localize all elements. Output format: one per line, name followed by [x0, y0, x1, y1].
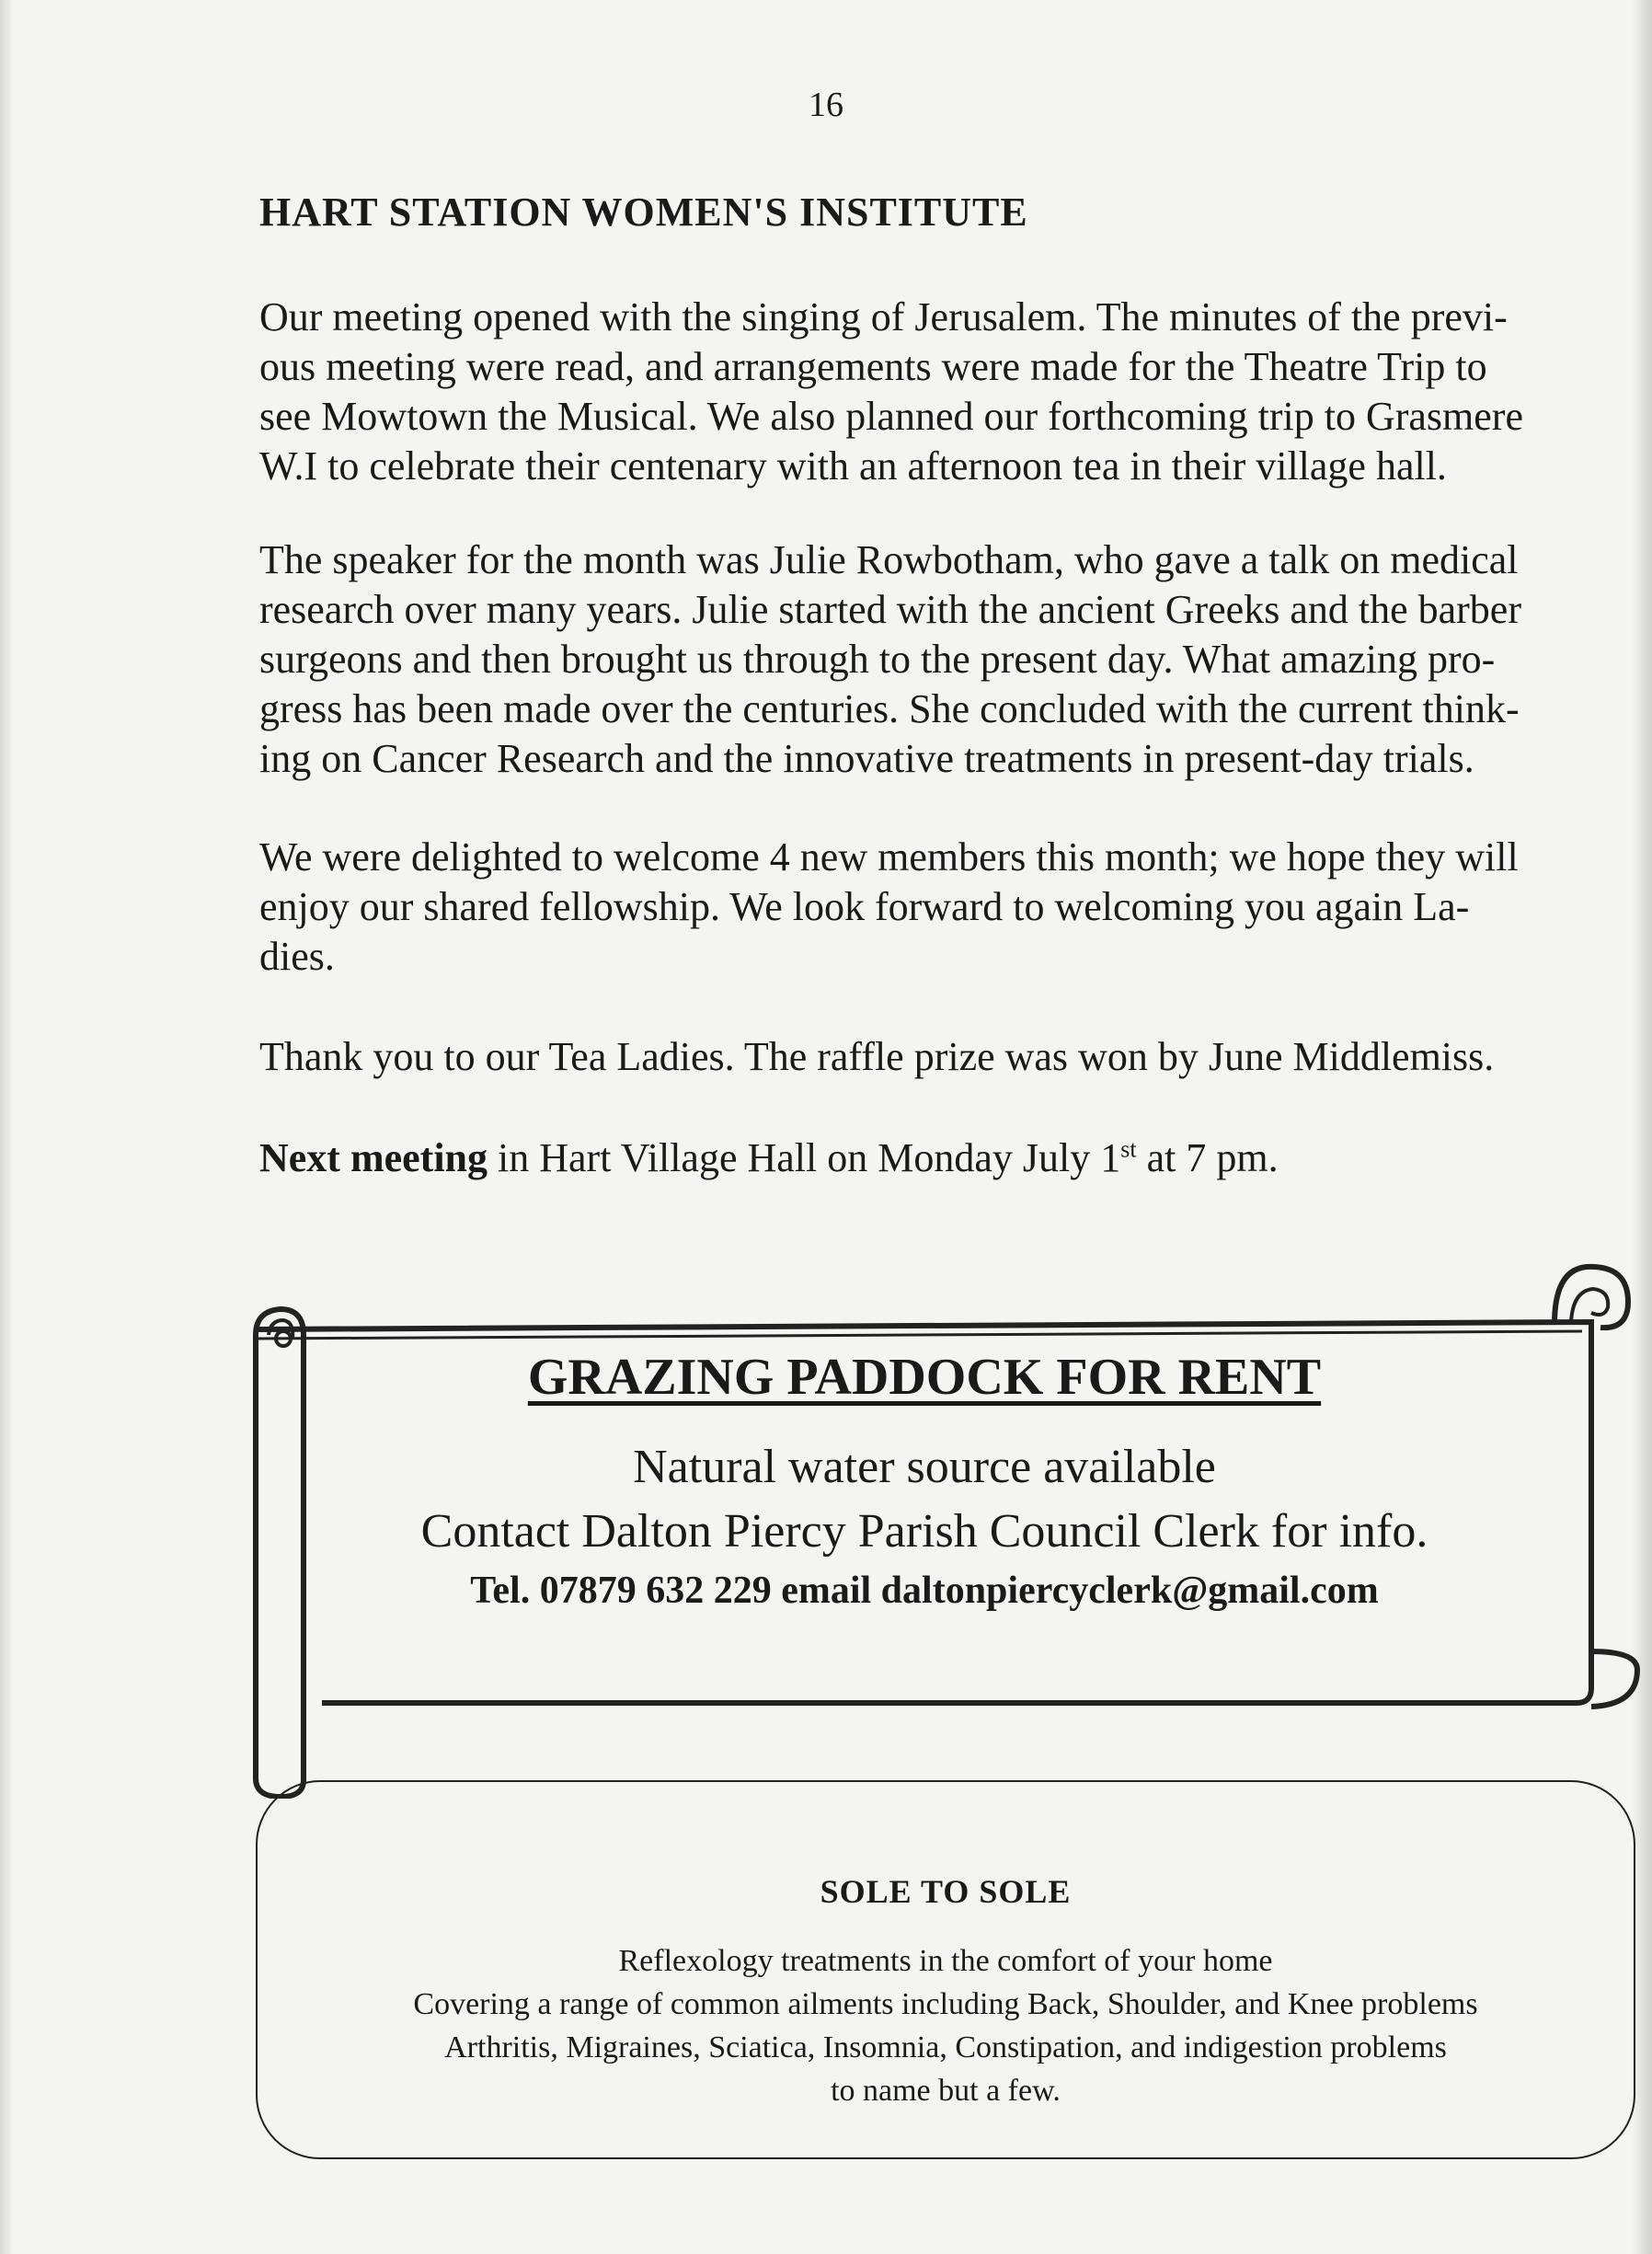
paddock-ad-title: GRAZING PADDOCK FOR RENT	[527, 1349, 1322, 1406]
text-line: Our meeting opened with the singing of Jerusalem. The minutes of the previ-	[259, 294, 1508, 339]
article-heading: HART STATION WOMEN'S INSTITUTE	[259, 190, 1028, 235]
text-line: ing on Cancer Research and the innovative treatments in present-day trials.	[259, 736, 1474, 781]
next-meeting-line	[259, 1133, 1612, 1183]
sole-ad-title: SOLE TO SOLE	[820, 1873, 1072, 1910]
text-line: enjoy our shared fellowship. We look forward to welcoming you again La-	[259, 884, 1470, 929]
paragraph-speaker	[259, 535, 1612, 784]
text-line: ous meeting were read, and arrangements were made for the Theatre Trip to	[259, 344, 1487, 389]
text-line: surgeons and then brought us through to the present day. What amazing pro-	[259, 637, 1496, 682]
page-number: 16	[809, 86, 843, 124]
text-line: The speaker for the month was Julie Rowbotham, who gave a talk on medical	[259, 537, 1519, 582]
next-meeting-text: in Hart Village Hall on Monday July 1	[488, 1135, 1121, 1180]
next-meeting-label: Next meeting	[259, 1135, 488, 1180]
text-line: research over many years. Julie started with the ancient Greeks and the barber	[259, 587, 1521, 632]
sole-ad-line: Reflexology treatments in the comfort of your home	[618, 1944, 1273, 1978]
page-left-edge	[0, 0, 13, 2254]
paragraph-thanks	[259, 1032, 1612, 1082]
next-meeting	[259, 1133, 1612, 1183]
next-meeting-ordinal: st	[1120, 1135, 1137, 1163]
text-line: W.I to celebrate their centenary with an afternoon tea in their village hall.	[259, 443, 1447, 489]
text-line: see Mowtown the Musical. We also planned our forthcoming trip to Grasmere	[259, 394, 1523, 439]
paragraph-new-members	[259, 833, 1612, 982]
text-line: Thank you to our Tea Ladies. The raffle prize was won by June Middlemiss.	[259, 1034, 1495, 1079]
paragraph-meeting	[259, 293, 1612, 491]
text-line: dies.	[259, 934, 335, 979]
sole-ad-line: to name but a few.	[831, 2074, 1061, 2108]
paddock-ad-water: Natural water source available	[633, 1441, 1216, 1493]
paddock-ad-contact: Contact Dalton Piercy Parish Council Clerk for info.	[420, 1505, 1428, 1558]
text-line: gress has been made over the centuries. She concluded with the current think-	[259, 686, 1520, 731]
paddock-ad-phone-email: Tel. 07879 632 229 email daltonpiercyclerk@gmail.com	[470, 1570, 1379, 1612]
next-meeting-suffix: at 7 pm.	[1136, 1135, 1279, 1180]
sole-ad-line: Arthritis, Migraines, Sciatica, Insomnia, Constipation, and indigestion problems	[444, 2030, 1447, 2064]
sole-ad-line: Covering a range of common ailments including Back, Shoulder, and Knee problems	[413, 1987, 1478, 2021]
text-line: We were delighted to welcome 4 new members this month; we hope they will	[259, 834, 1519, 880]
